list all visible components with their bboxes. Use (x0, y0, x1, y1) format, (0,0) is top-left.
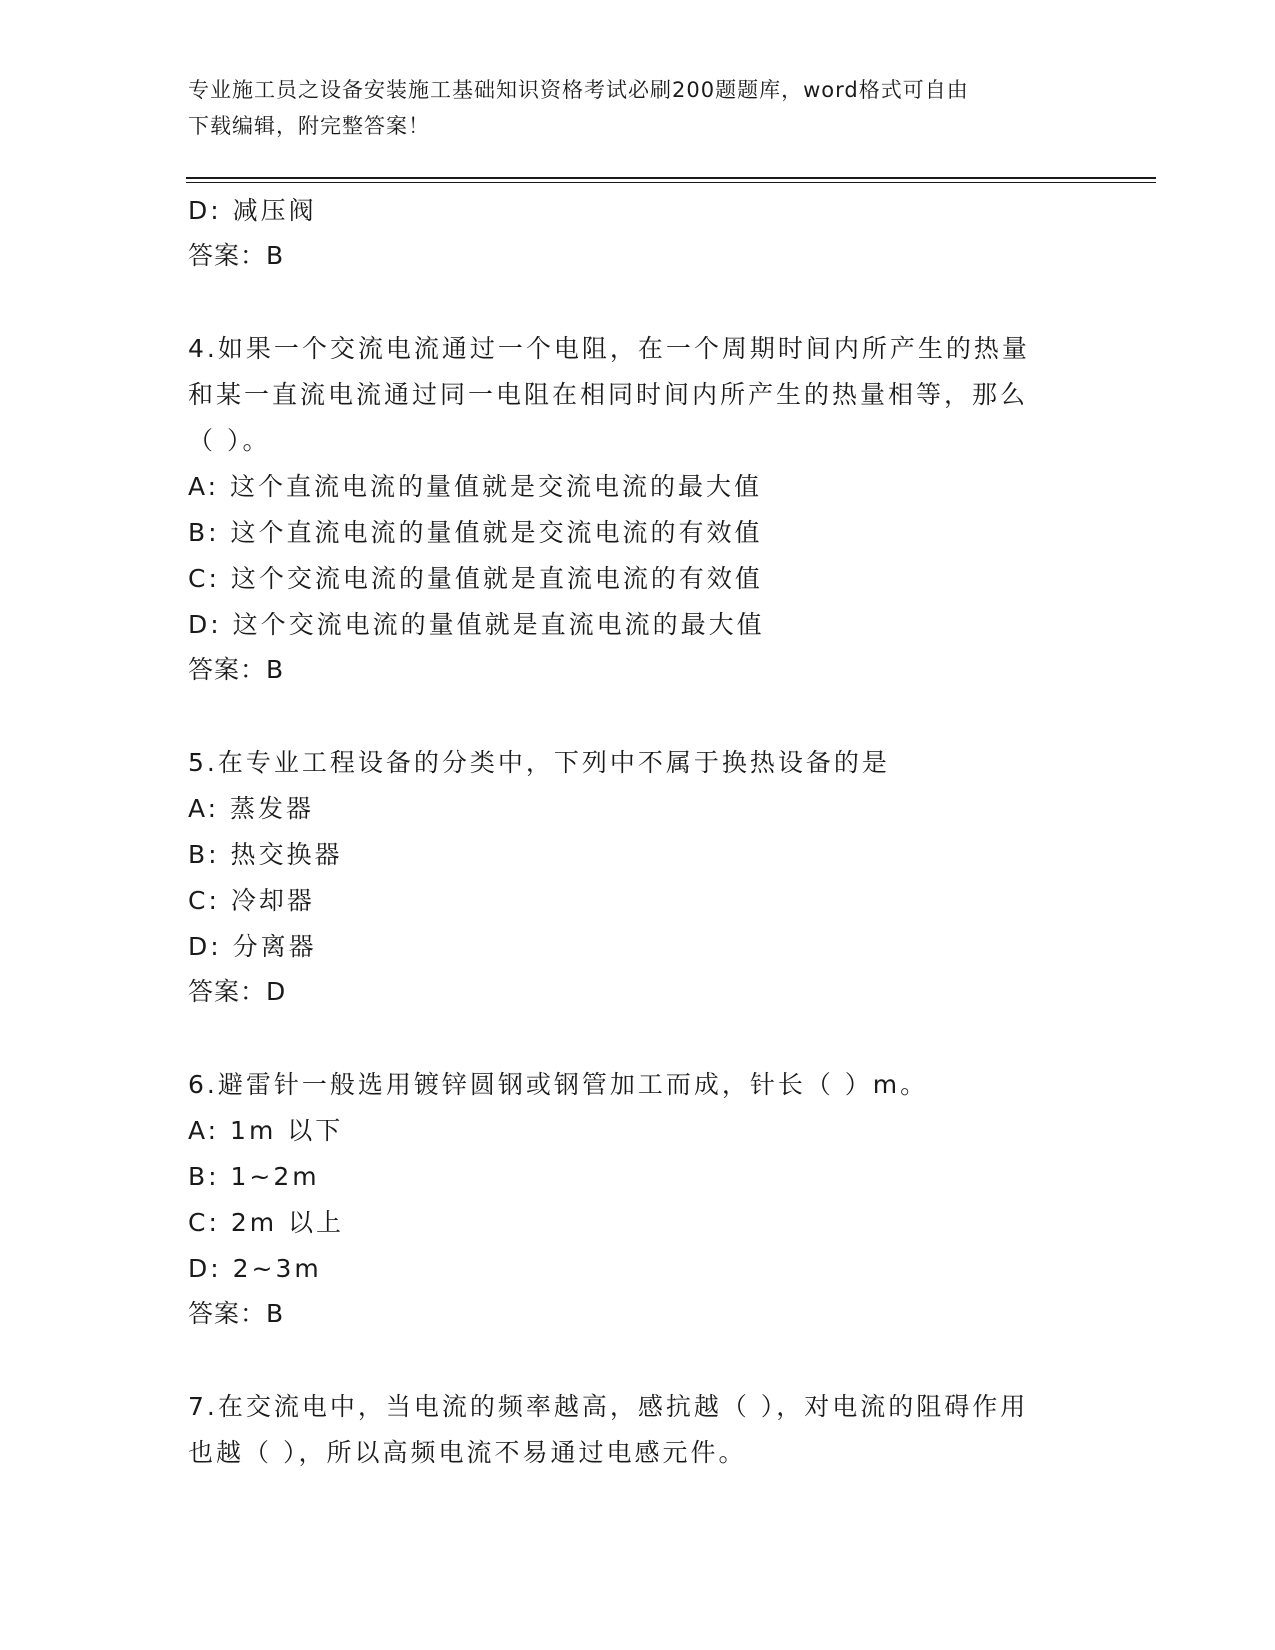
question-list (188, 188, 1088, 1476)
question-stem: 7.在交流电中，当电流的频率越高，感抗越（ ），对电流的阻碍作用 (188, 1392, 1029, 1421)
question-stem: 也越（ ），所以高频电流不易通过电感元件。 (188, 1438, 747, 1467)
question-stem: 6.避雷针一般选用镀锌圆钢或钢管加工而成，针长（ ）m。 (188, 1070, 929, 1099)
option-a: A: 1m 以下 (188, 1116, 344, 1145)
answer: 答案：B (188, 1299, 285, 1328)
header-rule-thick (186, 177, 1156, 179)
option-d: D: 2~3m (188, 1254, 322, 1283)
question-3-tail (188, 188, 1088, 278)
question-stem: 和某一直流电流通过同一电阻在相同时间内所产生的热量相等，那么 (188, 380, 1029, 409)
header-line-2: 下载编辑，附完整答案！ (188, 114, 430, 138)
page-header (188, 72, 1088, 144)
option-a: A: 这个直流电流的量值就是交流电流的最大值 (188, 472, 763, 501)
option-d: D: 这个交流电流的量值就是直流电流的最大值 (188, 610, 765, 639)
option-c: C: 2m 以上 (188, 1208, 345, 1237)
option-c: C: 这个交流电流的量值就是直流电流的有效值 (188, 564, 763, 593)
header-rule-thin (186, 182, 1156, 183)
question-6 (188, 1062, 1088, 1336)
option-d: D: 减压阀 (188, 196, 317, 225)
option-b: B: 1~2m (188, 1162, 320, 1191)
option-b: B: 热交换器 (188, 840, 343, 869)
answer: 答案：D (188, 977, 287, 1006)
question-stem: 5.在专业工程设备的分类中，下列中不属于换热设备的是 (188, 748, 890, 777)
option-c: C: 冷却器 (188, 886, 315, 915)
question-4 (188, 326, 1088, 692)
question-7 (188, 1384, 1088, 1476)
option-b: B: 这个直流电流的量值就是交流电流的有效值 (188, 518, 763, 547)
answer: 答案：B (188, 655, 285, 684)
answer: 答案：B (188, 241, 285, 270)
question-stem: （ ）。 (188, 426, 271, 455)
question-5 (188, 740, 1088, 1014)
question-stem: 4.如果一个交流电流通过一个电阻，在一个周期时间内所产生的热量 (188, 334, 1030, 363)
option-d: D: 分离器 (188, 932, 317, 961)
option-a: A: 蒸发器 (188, 794, 315, 823)
header-line-1: 专业施工员之设备安装施工基础知识资格考试必刷200题题库，word格式可自由 (188, 78, 969, 102)
